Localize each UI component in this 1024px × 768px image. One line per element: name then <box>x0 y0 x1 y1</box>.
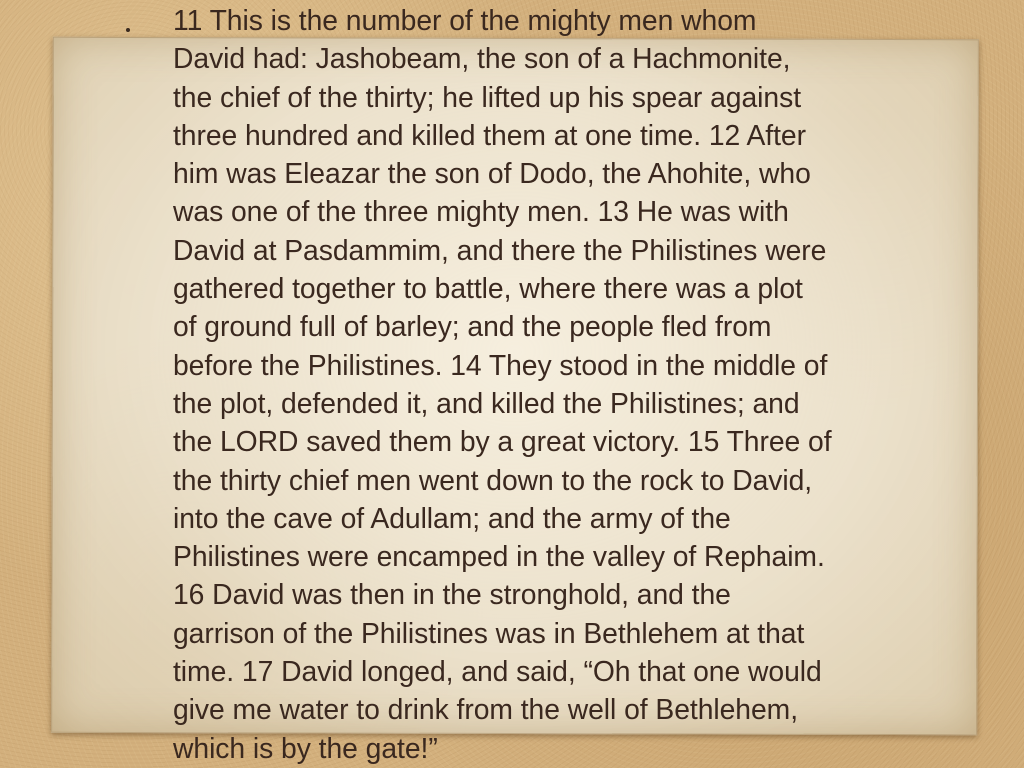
passage-line: time. 17 David longed, and said, “Oh that one would <box>173 655 822 688</box>
passage-line: was one of the three mighty men. 13 He was with <box>173 195 789 228</box>
passage-line: the chief of the thirty; he lifted up his spear against <box>173 80 802 113</box>
passage-line: of ground full of barley; and the people fled from <box>173 310 772 343</box>
passage-line: three hundred and killed them at one time. 12 After <box>173 118 806 151</box>
passage-line: David had: Jashobeam, the son of a Hachmonite, <box>173 42 791 75</box>
passage-line: before the Philistines. 14 They stood in the middle of <box>173 348 828 381</box>
passage-line: him was Eleazar the son of Dodo, the Ahohite, who <box>173 157 811 190</box>
passage-line: David at Pasdammim, and there the Philistines were <box>173 233 827 266</box>
passage-line: gathered together to battle, where there was a plot <box>173 272 803 305</box>
passage-line: the thirty chief men went down to the rock to David, <box>173 463 813 496</box>
bullet-icon <box>126 28 130 32</box>
passage-line: give me water to drink from the well of Bethlehem, <box>173 693 799 726</box>
passage-line: which is by the gate!” <box>173 731 438 764</box>
passage-line: 16 David was then in the stronghold, and the <box>173 578 731 611</box>
passage-line: the plot, defended it, and killed the Philistines; and <box>173 386 800 419</box>
passage-line: 11 This is the number of the mighty men whom <box>173 4 757 36</box>
passage-line: Philistines were encamped in the valley of Rephaim. <box>173 540 825 573</box>
passage-line: into the cave of Adullam; and the army of the <box>173 501 731 534</box>
scripture-passage <box>173 1 933 767</box>
passage-line: garrison of the Philistines was in Bethlehem at that <box>173 616 805 649</box>
passage-line: the LORD saved them by a great victory. 15 Three of <box>173 425 832 458</box>
